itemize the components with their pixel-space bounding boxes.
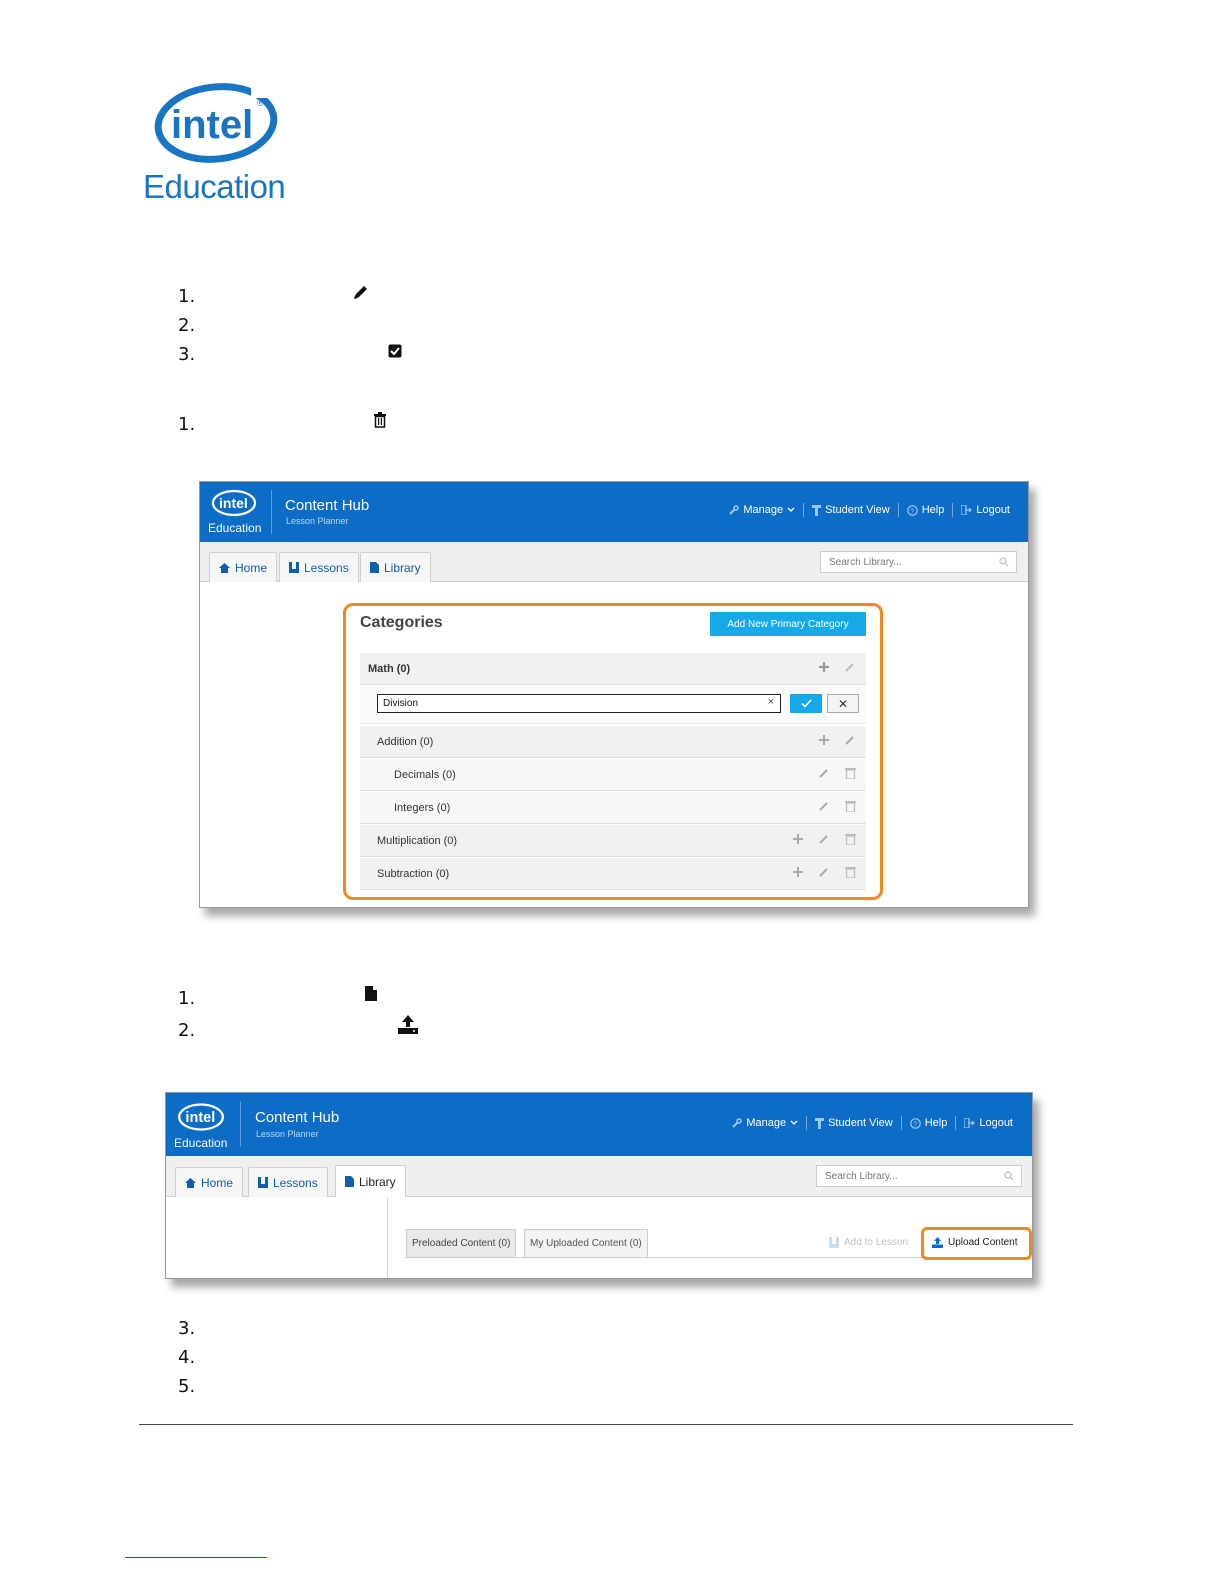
logout-icon (964, 1118, 975, 1128)
category-row-integers[interactable]: Integers (0) (360, 792, 866, 824)
upload-icon (398, 1015, 418, 1034)
nav-separator (803, 503, 804, 517)
svg-text:?: ? (913, 1121, 917, 1128)
trash-icon[interactable] (845, 800, 856, 812)
categories-title: Categories (360, 614, 443, 631)
nav-separator (806, 1116, 807, 1130)
category-row-decimals[interactable]: Decimals (0) (360, 759, 866, 791)
list-number: 3. (178, 1318, 196, 1339)
upload-content-button[interactable]: Upload Content (932, 1237, 1018, 1248)
app-header (200, 482, 1028, 542)
svg-text:intel: intel (185, 1110, 216, 1127)
help-link[interactable]: ? Help (907, 504, 945, 516)
add-icon[interactable] (792, 833, 804, 845)
file-icon (370, 562, 379, 573)
logout-icon (961, 505, 972, 515)
tab-lessons[interactable]: Lessons (279, 552, 359, 582)
pencil-icon[interactable] (844, 661, 856, 673)
header-nav (728, 503, 1010, 517)
app-subtitle: Lesson Planner (256, 1129, 319, 1139)
tab-my-uploaded-content[interactable]: My Uploaded Content (0) (524, 1229, 648, 1257)
home-icon (185, 1178, 196, 1188)
list-number: 2. (178, 315, 196, 336)
manage-menu[interactable]: Manage (731, 1117, 798, 1129)
upload-icon (932, 1237, 943, 1248)
logout-link[interactable]: Logout (964, 1117, 1013, 1129)
subtab-baseline (405, 1257, 925, 1258)
categories-screenshot (199, 481, 1029, 908)
categories-panel (343, 603, 883, 900)
header-nav (731, 1116, 1013, 1130)
add-to-lesson-button[interactable]: Add to Lesson (829, 1237, 908, 1248)
intel-logo-icon (174, 1101, 228, 1133)
home-icon (219, 563, 230, 573)
lessons-icon (289, 562, 299, 573)
footer-divider (139, 1424, 1073, 1425)
student-view-link[interactable]: Student View (812, 504, 890, 516)
category-row-multiplication[interactable]: Multiplication (0) (360, 825, 866, 857)
intel-logo-icon (143, 80, 293, 170)
app-subtitle: Lesson Planner (286, 516, 349, 526)
wrench-icon (731, 1118, 742, 1129)
intel-logo-icon (208, 488, 260, 518)
library-sidebar-divider (387, 1197, 388, 1279)
list-number: 1. (178, 414, 196, 435)
add-primary-category-button[interactable]: Add New Primary Category (710, 612, 866, 636)
intel-education-logo (143, 80, 293, 210)
tab-lessons[interactable]: Lessons (248, 1167, 328, 1197)
trash-icon (373, 412, 387, 428)
list-number: 2. (178, 1020, 196, 1041)
student-view-link[interactable]: Student View (815, 1117, 893, 1129)
list-number: 4. (178, 1347, 196, 1368)
category-name-input[interactable]: Division × (377, 694, 781, 713)
svg-text:intel: intel (171, 103, 254, 147)
pencil-icon (352, 283, 370, 301)
mini-intel-logo: intel Education (208, 488, 268, 538)
category-row-math[interactable]: Math (0) (360, 653, 866, 685)
tab-preloaded-content[interactable]: Preloaded Content (0) (406, 1229, 516, 1257)
svg-text:?: ? (910, 508, 914, 515)
category-row-subtraction[interactable]: Subtraction (0) (360, 858, 866, 890)
tab-home[interactable]: Home (175, 1167, 243, 1197)
search-icon (999, 557, 1009, 567)
pencil-icon[interactable] (844, 734, 856, 746)
tab-bar (200, 542, 1028, 582)
clear-input-icon[interactable]: × (767, 696, 774, 708)
help-link[interactable]: ? Help (910, 1117, 948, 1129)
lessons-icon (258, 1177, 268, 1188)
nav-separator (952, 503, 953, 517)
search-input[interactable]: Search Library... (820, 551, 1017, 573)
checkbox-check-icon (388, 344, 402, 358)
pencil-icon[interactable] (818, 767, 830, 779)
app-title: Content Hub (255, 1109, 340, 1126)
mini-intel-logo: intel Education (174, 1101, 236, 1153)
nav-separator (898, 503, 899, 517)
header-divider (240, 1101, 241, 1147)
trash-icon[interactable] (845, 767, 856, 779)
add-icon[interactable] (818, 661, 830, 673)
tab-home[interactable]: Home (209, 552, 277, 582)
student-icon (812, 505, 821, 516)
pencil-icon[interactable] (818, 800, 830, 812)
svg-text:®: ® (257, 98, 264, 108)
category-row-addition[interactable]: Addition (0) (360, 726, 866, 758)
list-number: 1. (178, 286, 196, 307)
nav-separator (901, 1116, 902, 1130)
confirm-button[interactable] (790, 694, 822, 713)
chevron-down-icon (787, 507, 795, 513)
lessons-icon (829, 1237, 839, 1248)
file-icon (345, 1176, 354, 1187)
file-icon (365, 986, 377, 1001)
check-icon (801, 699, 812, 708)
tab-bar (166, 1156, 1032, 1197)
trash-icon[interactable] (845, 866, 856, 878)
tab-library[interactable]: Library (360, 552, 431, 582)
search-input[interactable]: Search Library... (816, 1165, 1022, 1187)
pencil-icon[interactable] (818, 833, 830, 845)
add-icon[interactable] (818, 734, 830, 746)
list-number: 5. (178, 1376, 196, 1397)
list-number: 1. (178, 988, 196, 1009)
help-icon (910, 1118, 921, 1129)
list-number: 3. (178, 344, 196, 365)
header-divider (271, 490, 272, 534)
category-edit-row (360, 686, 866, 724)
library-screenshot (165, 1092, 1033, 1279)
wrench-icon (728, 505, 739, 516)
add-icon[interactable] (792, 866, 804, 878)
manage-menu[interactable]: Manage (728, 504, 795, 516)
trash-icon[interactable] (845, 833, 856, 845)
app-header (166, 1093, 1032, 1156)
logout-link[interactable]: Logout (961, 504, 1010, 516)
chevron-down-icon (790, 1120, 798, 1126)
cancel-button[interactable]: ✕ (827, 694, 859, 713)
student-icon (815, 1118, 824, 1129)
help-icon (907, 505, 918, 516)
footer-link-underline[interactable] (125, 1557, 267, 1558)
svg-text:intel: intel (219, 495, 248, 511)
search-icon (1004, 1171, 1014, 1181)
app-title: Content Hub (285, 497, 370, 514)
logo-subtitle: Education (143, 168, 286, 205)
nav-separator (955, 1116, 956, 1130)
pencil-icon[interactable] (818, 866, 830, 878)
tab-library[interactable]: Library (335, 1165, 406, 1197)
